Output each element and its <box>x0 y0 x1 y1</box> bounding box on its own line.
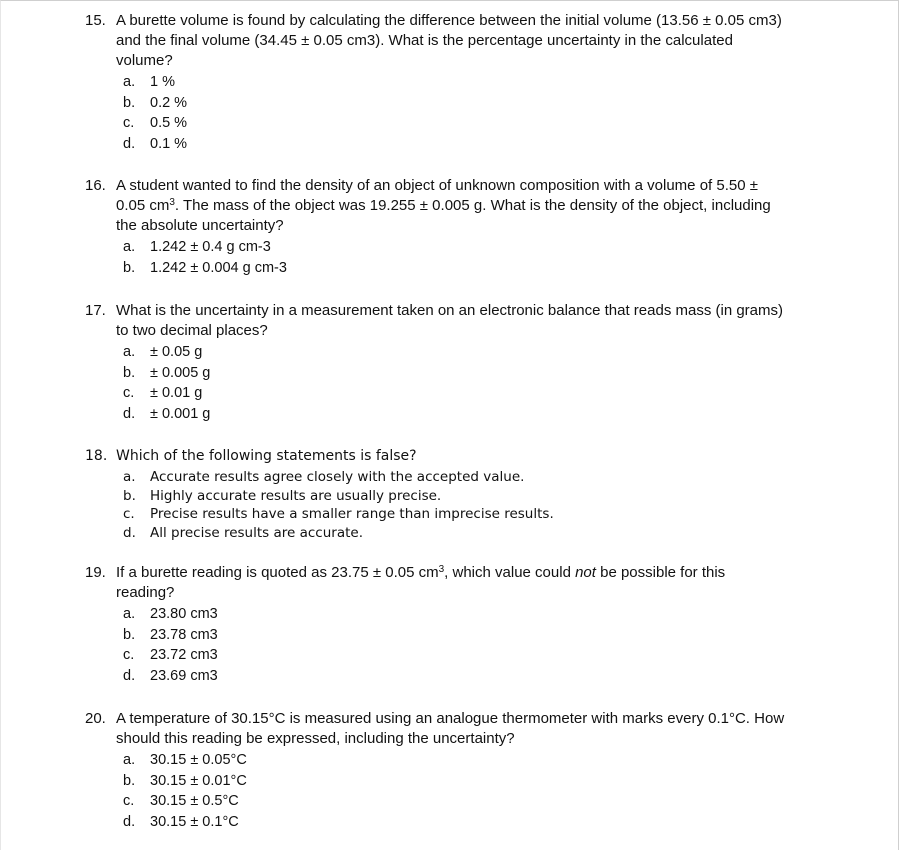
option-letter: a. <box>123 752 136 768</box>
option-letter: a. <box>123 344 136 360</box>
superscript: 3 <box>438 564 445 575</box>
option-b <box>123 363 785 384</box>
question-number: 15. <box>85 12 106 29</box>
option-text: 0.5 % <box>150 115 188 131</box>
option-b <box>123 625 785 646</box>
option-text: Precise results have a smaller range than imprecise results. <box>150 506 554 523</box>
question-19 <box>85 563 785 686</box>
option-d <box>123 404 785 425</box>
option-b <box>123 258 785 279</box>
option-letter: d. <box>123 525 136 542</box>
emphasis-text: not <box>575 564 596 581</box>
question-text: A burette volume is found by calculating the difference between the initial volume (13.56 ± 0.05 cm3) and the final volume (34.45 ± 0.05 cm3). What is the percentage uncertainty in the calculated volume? <box>116 12 782 69</box>
option-text: All precise results are accurate. <box>150 525 363 542</box>
question-18 <box>85 446 785 543</box>
option-c <box>123 113 785 134</box>
option-text: 30.15 ± 0.1°C <box>150 813 239 830</box>
option-d <box>123 666 785 687</box>
option-letter: c. <box>123 647 135 663</box>
option-letter: a. <box>123 606 136 622</box>
option-c <box>123 791 785 812</box>
option-text: 0.2 % <box>150 94 188 111</box>
option-text: ± 0.05 g <box>150 344 203 360</box>
answer-options <box>123 604 785 686</box>
option-text: ± 0.001 g <box>150 405 211 422</box>
option-letter: d. <box>123 405 136 422</box>
question-number: 20. <box>85 710 106 727</box>
option-a <box>123 72 785 93</box>
question-text: Which of the following statements is false? <box>116 448 417 464</box>
question-17 <box>85 301 785 424</box>
question-15 <box>85 11 785 154</box>
option-letter: c. <box>123 385 135 401</box>
option-text: 30.15 ± 0.05°C <box>150 752 247 768</box>
option-c <box>123 383 785 404</box>
superscript: 3 <box>169 197 175 208</box>
option-letter: d. <box>123 135 136 152</box>
answer-options <box>123 468 785 543</box>
question-text-part: , which value could <box>444 564 576 581</box>
question-text-part: . The mass of the object was 19.255 ± 0.005 g. What is the density of the object, including the absolute uncertainty? <box>116 197 771 234</box>
question-number: 16. <box>85 177 106 194</box>
option-text: 0.1 % <box>150 135 188 152</box>
question-number: 18. <box>85 448 108 464</box>
option-c <box>123 645 785 666</box>
option-text: 30.15 ± 0.01°C <box>150 772 247 789</box>
option-text: 23.72 cm3 <box>150 647 218 663</box>
option-d <box>123 812 785 833</box>
option-d <box>123 524 785 543</box>
option-letter: c. <box>123 793 135 809</box>
option-text: 1 % <box>150 74 175 90</box>
option-text: 23.78 cm3 <box>150 626 218 643</box>
option-text: 23.69 cm3 <box>150 667 218 684</box>
question-number: 19. <box>85 564 106 581</box>
option-letter: b. <box>123 487 136 504</box>
option-a <box>123 468 785 487</box>
option-text: 30.15 ± 0.5°C <box>150 793 239 809</box>
option-text: Accurate results agree closely with the accepted value. <box>150 469 525 485</box>
option-text: 1.242 ± 0.004 g cm-3 <box>150 259 287 276</box>
option-a <box>123 237 785 258</box>
option-c <box>123 505 785 524</box>
answer-options <box>123 750 785 832</box>
answer-options <box>123 237 785 278</box>
option-a <box>123 604 785 625</box>
option-letter: b. <box>123 94 136 111</box>
option-letter: d. <box>123 667 136 684</box>
question-number: 17. <box>85 302 106 319</box>
option-letter: b. <box>123 772 136 789</box>
answer-options <box>123 72 785 154</box>
question-text-part: A student wanted to find the density of an object of unknown composition with a volume of 5.50 ± 0.05 cm <box>116 177 758 214</box>
option-a <box>123 750 785 771</box>
option-text: ± 0.01 g <box>150 385 203 401</box>
option-letter: c. <box>123 115 135 131</box>
question-16 <box>85 176 785 278</box>
question-text: What is the uncertainty in a measurement taken on an electronic balance that reads mass (in grams) to two decimal places? <box>116 302 783 339</box>
option-letter: a. <box>123 74 136 90</box>
question-text <box>116 176 785 236</box>
option-letter: a. <box>123 469 136 485</box>
option-b <box>123 771 785 792</box>
answer-options <box>123 342 785 424</box>
option-d <box>123 134 785 155</box>
option-letter: c. <box>123 506 135 523</box>
option-letter: b. <box>123 259 136 276</box>
question-20 <box>85 709 785 832</box>
option-b <box>123 93 785 114</box>
option-text: 23.80 cm3 <box>150 606 218 622</box>
option-letter: d. <box>123 813 136 830</box>
option-text: ± 0.005 g <box>150 364 211 381</box>
question-text <box>116 563 785 603</box>
option-letter: b. <box>123 364 136 381</box>
question-text: A temperature of 30.15°C is measured using an analogue thermometer with marks every 0.1°C. How should this reading be expressed, including the uncertainty? <box>116 710 785 747</box>
option-letter: a. <box>123 239 136 255</box>
option-a <box>123 342 785 363</box>
option-text: 1.242 ± 0.4 g cm-3 <box>150 239 271 255</box>
option-text: Highly accurate results are usually precise. <box>150 487 442 504</box>
option-letter: b. <box>123 626 136 643</box>
question-text-part: If a burette reading is quoted as 23.75 ± 0.05 cm <box>116 564 439 581</box>
option-b <box>123 487 785 506</box>
question-text-part: be possible for this reading? <box>116 564 726 601</box>
